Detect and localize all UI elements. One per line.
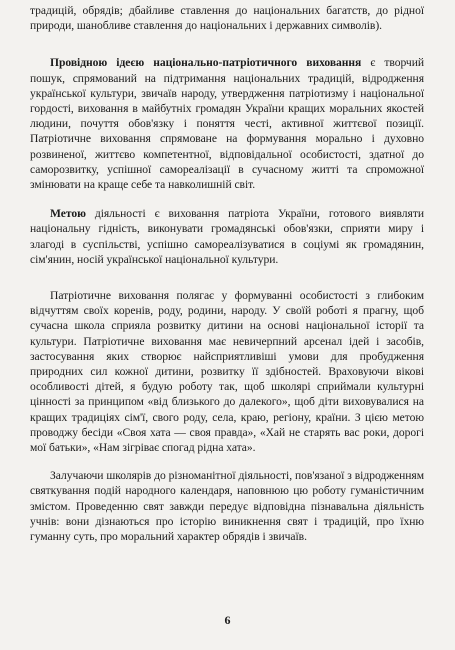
paragraph-goal	[30, 206, 424, 267]
paragraph-lead-bold: Провідною ідеєю національно-патріотичного виховання	[50, 56, 362, 70]
paragraph-continuation	[30, 3, 424, 33]
paragraph-lead-bold: Метою	[50, 207, 86, 221]
paragraph-text: діяльності є виховання патріота України, готового виявляти національну гідність, виконувати громадянські обов'язки, сприяти миру і злагоді в суспільстві, успішно самореалізуватися в соціумі як громадянин, сім'янин, носій української національної культури.	[30, 207, 424, 266]
paragraph-text: традицій, обрядів; дбайливе ставлення до національних багатств, до рідної природи, шанобливе ставлення до національних і державних символів).	[30, 4, 424, 33]
paragraph-folk-calendar	[30, 468, 424, 544]
paragraph-text: є творчий пошук, спрямований на підтримання національних традицій, відродження української культури, звичаїв народу, утвердження патріотизму і національної гордості, виховання в майбутніх громадян України кращих моральних якостей людини, почуття обов'язку і поняття честі, активної життєвої позиції. Патріотичне виховання спрямоване на формування морально і духовно розвиненої, життєво компетентної, відповідальної особистості, здатної до саморозвитку, успішної самореалізації в сучасному житті та спроможної змінювати на краще себе та навколишній світ.	[30, 56, 424, 192]
paragraph-text: Патріотичне виховання полягає у формуванні особистості з глибоким відчуттям своїх коренів, роду, родини, народу. У своїй роботі я прагну, щоб сучасна школа сприяла розвитку дитини на основі національної історії та культури. Патріотичне виховання має невичерпний арсенал ідей і засобів, застосування яких створює найсприятливіші умови для пробудження природних сил кожної дитини, розвитку її здібностей. Враховуючи вікові особливості дітей, я будую роботу так, щоб школярі сприймали культурні цінності за принципом «від близького до далекого», щоб діти виховувалися на кращих традиціях сім'ї, свого роду, села, краю, регіону, країни. З цією метою проводжу бесіди «Своя хата — своя правда», «Хай не старять вас роки, дорогі мої батьки», «Нам зігріває спогад рідна хата».	[30, 289, 424, 455]
paragraph-main-idea	[30, 55, 424, 192]
page-number: 6	[224, 613, 231, 627]
paragraph-patriotic-education	[30, 288, 424, 455]
paragraph-text: Залучаючи школярів до різноманітної діяльності, пов'язаної з відродженням святкування подій народного календаря, наповнюю цю роботу гуманістичним змістом. Проведенню свят завжди передує відповідна пізнавальна діяльність учнів: вони дізнаються про історію виникнення свят і традицій, про їхню гуманну суть, про моральний характер обрядів і звичаїв.	[30, 469, 424, 544]
